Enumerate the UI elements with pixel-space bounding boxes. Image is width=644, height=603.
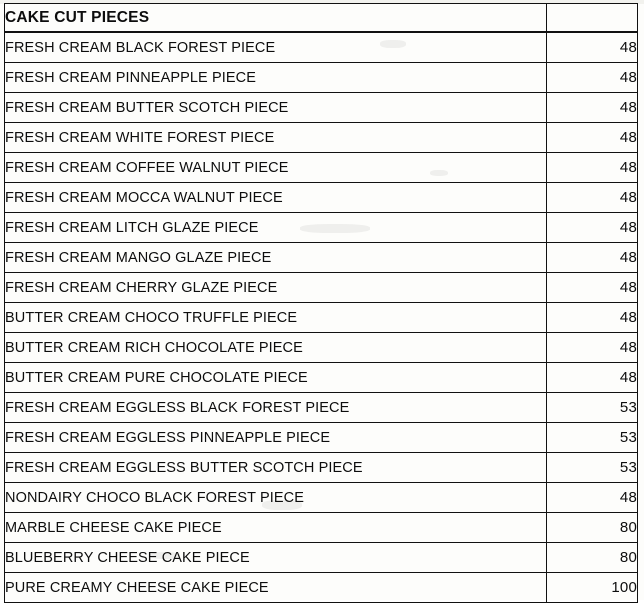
table-row xyxy=(5,423,638,453)
item-name: BLUEBERRY CHEESE CAKE PIECE xyxy=(5,543,547,573)
table-row xyxy=(5,303,638,333)
section-title: CAKE CUT PIECES xyxy=(5,4,547,33)
item-price: 48 xyxy=(547,333,638,363)
table-row xyxy=(5,543,638,573)
section-price-header xyxy=(547,4,638,33)
item-price: 80 xyxy=(547,543,638,573)
item-name: MARBLE CHEESE CAKE PIECE xyxy=(5,513,547,543)
item-price: 48 xyxy=(547,363,638,393)
item-price: 48 xyxy=(547,303,638,333)
item-price: 48 xyxy=(547,63,638,93)
item-name: PURE CREAMY CHEESE CAKE PIECE xyxy=(5,573,547,603)
item-name: FRESH CREAM BUTTER SCOTCH PIECE xyxy=(5,93,547,123)
item-name: NONDAIRY CHOCO BLACK FOREST PIECE xyxy=(5,483,547,513)
table-row xyxy=(5,183,638,213)
item-name: FRESH CREAM MANGO GLAZE PIECE xyxy=(5,243,547,273)
table-row xyxy=(5,453,638,483)
item-name: BUTTER CREAM PURE CHOCOLATE PIECE xyxy=(5,363,547,393)
item-price: 48 xyxy=(547,93,638,123)
table-row xyxy=(5,63,638,93)
item-name: FRESH CREAM CHERRY GLAZE PIECE xyxy=(5,273,547,303)
item-name: FRESH CREAM EGGLESS BUTTER SCOTCH PIECE xyxy=(5,453,547,483)
item-name: FRESH CREAM LITCH GLAZE PIECE xyxy=(5,213,547,243)
item-name: FRESH CREAM BLACK FOREST PIECE xyxy=(5,32,547,63)
item-price: 53 xyxy=(547,453,638,483)
item-name: BUTTER CREAM CHOCO TRUFFLE PIECE xyxy=(5,303,547,333)
item-price: 48 xyxy=(547,483,638,513)
table-row xyxy=(5,363,638,393)
table-row xyxy=(5,483,638,513)
table-row xyxy=(5,32,638,63)
item-price: 53 xyxy=(547,393,638,423)
item-name: FRESH CREAM EGGLESS BLACK FOREST PIECE xyxy=(5,393,547,423)
table-row xyxy=(5,393,638,423)
table-row xyxy=(5,93,638,123)
item-price: 100 xyxy=(547,573,638,603)
item-price: 48 xyxy=(547,153,638,183)
table-row xyxy=(5,213,638,243)
table-row xyxy=(5,153,638,183)
item-price: 53 xyxy=(547,423,638,453)
table-row xyxy=(5,513,638,543)
table-header-row xyxy=(5,4,638,33)
item-name: BUTTER CREAM RICH CHOCOLATE PIECE xyxy=(5,333,547,363)
menu-table-body xyxy=(5,4,638,603)
table-row xyxy=(5,333,638,363)
item-price: 48 xyxy=(547,183,638,213)
item-price: 48 xyxy=(547,243,638,273)
cake-cut-pieces-table xyxy=(4,3,638,603)
item-name: FRESH CREAM WHITE FOREST PIECE xyxy=(5,123,547,153)
table-row xyxy=(5,243,638,273)
item-name: FRESH CREAM MOCCA WALNUT PIECE xyxy=(5,183,547,213)
item-price: 48 xyxy=(547,32,638,63)
table-row xyxy=(5,273,638,303)
item-name: FRESH CREAM EGGLESS PINNEAPPLE PIECE xyxy=(5,423,547,453)
table-row xyxy=(5,573,638,603)
item-name: FRESH CREAM COFFEE WALNUT PIECE xyxy=(5,153,547,183)
item-name: FRESH CREAM PINNEAPPLE PIECE xyxy=(5,63,547,93)
item-price: 48 xyxy=(547,213,638,243)
item-price: 80 xyxy=(547,513,638,543)
item-price: 48 xyxy=(547,123,638,153)
table-row xyxy=(5,123,638,153)
item-price: 48 xyxy=(547,273,638,303)
